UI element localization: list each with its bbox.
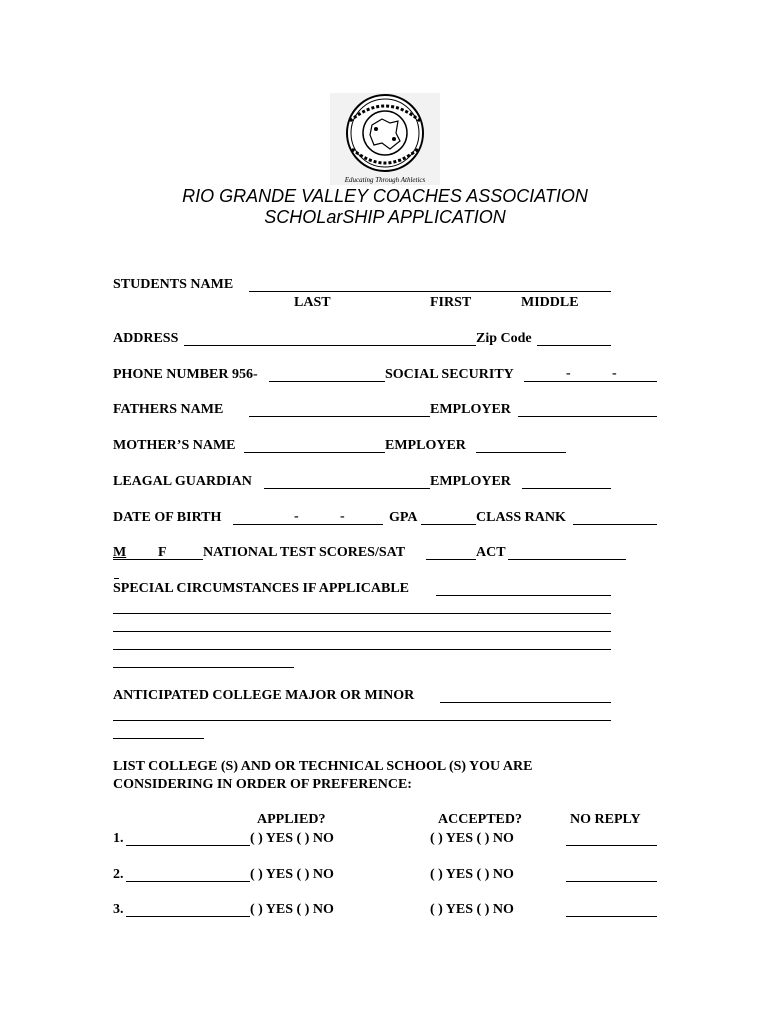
social-security-field[interactable] (524, 381, 657, 382)
special-circumstances-field-4[interactable] (113, 649, 611, 650)
legal-guardian-label: LEAGAL GUARDIAN (113, 474, 252, 489)
special-circumstances-field-2[interactable] (113, 613, 611, 614)
small-mark (114, 578, 119, 579)
dob-dash-2: - (340, 509, 345, 524)
act-field[interactable] (508, 559, 626, 560)
first-label: FIRST (430, 295, 472, 310)
sat-field[interactable] (426, 559, 476, 560)
logo-seal-icon (330, 93, 440, 185)
anticipated-major-label: ANTICIPATED COLLEGE MAJOR OR MINOR (113, 688, 415, 703)
form-subtitle: SCHOLarSHIP APPLICATION (264, 207, 506, 227)
college-row-3-applied[interactable]: ( ) YES ( ) NO (250, 902, 334, 917)
mothers-name-label: MOTHER’S NAME (113, 438, 236, 453)
class-rank-field[interactable] (573, 524, 657, 525)
form-title: RIO GRANDE VALLEY COACHES ASSOCIATION (182, 186, 588, 206)
college-row-1-num: 1. (113, 831, 124, 846)
fathers-employer-field[interactable] (518, 416, 657, 417)
anticipated-major-field-3[interactable] (113, 738, 204, 739)
class-rank-label: CLASS RANK (476, 510, 566, 525)
logo-tagline: Educating Through Athletics (344, 176, 426, 184)
address-field[interactable] (184, 345, 476, 346)
gpa-label: GPA (389, 510, 418, 525)
special-circumstances-label: SPECIAL CIRCUMSTANCES IF APPLICABLE (113, 581, 409, 596)
special-circumstances-field-3[interactable] (113, 631, 611, 632)
date-of-birth-field[interactable] (233, 524, 383, 525)
college-row-1-applied[interactable]: ( ) YES ( ) NO (250, 831, 334, 846)
college-row-3-name-field[interactable] (126, 916, 250, 917)
college-row-3-no-reply-field[interactable] (566, 916, 657, 917)
college-row-3-num: 3. (113, 902, 124, 917)
list-colleges-label-2: CONSIDERING IN ORDER OF PREFERENCE: (113, 777, 412, 792)
college-row-2-accepted[interactable]: ( ) YES ( ) NO (430, 867, 514, 882)
mothers-employer-field[interactable] (476, 452, 566, 453)
female-option[interactable]: F (158, 545, 167, 560)
ssn-dash-1: - (566, 366, 571, 381)
guardian-employer-label: EMPLOYER (430, 474, 511, 489)
fathers-name-label: FATHERS NAME (113, 402, 224, 417)
students-name-field[interactable] (249, 291, 611, 292)
college-row-1-name-field[interactable] (126, 845, 250, 846)
college-row-2-no-reply-field[interactable] (566, 881, 657, 882)
list-colleges-label-1: LIST COLLEGE (S) AND OR TECHNICAL SCHOOL (S) YOU ARE (113, 759, 533, 774)
special-circumstances-field-1[interactable] (436, 595, 611, 596)
dob-dash-1: - (294, 509, 299, 524)
anticipated-major-field-1[interactable] (440, 702, 611, 703)
college-row-2-applied[interactable]: ( ) YES ( ) NO (250, 867, 334, 882)
phone-number-label: PHONE NUMBER 956- (113, 367, 258, 382)
mothers-name-field[interactable] (244, 452, 385, 453)
guardian-employer-field[interactable] (522, 488, 611, 489)
date-of-birth-label: DATE OF BIRTH (113, 510, 222, 525)
middle-label: MIDDLE (521, 295, 579, 310)
college-row-2-num: 2. (113, 867, 124, 882)
college-row-2-name-field[interactable] (126, 881, 250, 882)
fathers-name-field[interactable] (249, 416, 430, 417)
accepted-header: ACCEPTED? (438, 812, 523, 827)
male-option[interactable]: M (113, 545, 127, 560)
gpa-field[interactable] (421, 524, 476, 525)
act-label: ACT (476, 545, 506, 560)
address-label: ADDRESS (113, 331, 179, 346)
mothers-employer-label: EMPLOYER (385, 438, 466, 453)
students-name-label: STUDENTS NAME (113, 277, 234, 292)
national-test-sat-label: NATIONAL TEST SCORES/SAT (203, 545, 406, 560)
phone-number-field[interactable] (269, 381, 385, 382)
zip-code-field[interactable] (537, 345, 611, 346)
social-security-label: SOCIAL SECURITY (385, 367, 514, 382)
legal-guardian-field[interactable] (264, 488, 430, 489)
association-logo (330, 93, 440, 185)
special-circumstances-field-5[interactable] (113, 667, 294, 668)
college-row-1-accepted[interactable]: ( ) YES ( ) NO (430, 831, 514, 846)
college-row-1-no-reply-field[interactable] (566, 845, 657, 846)
fathers-employer-label: EMPLOYER (430, 402, 511, 417)
last-label: LAST (294, 295, 331, 310)
college-row-3-accepted[interactable]: ( ) YES ( ) NO (430, 902, 514, 917)
zip-code-label: Zip Code (476, 331, 532, 346)
no-reply-header: NO REPLY (570, 812, 641, 827)
applied-header: APPLIED? (257, 812, 326, 827)
ssn-dash-2: - (612, 366, 617, 381)
anticipated-major-field-2[interactable] (113, 720, 611, 721)
